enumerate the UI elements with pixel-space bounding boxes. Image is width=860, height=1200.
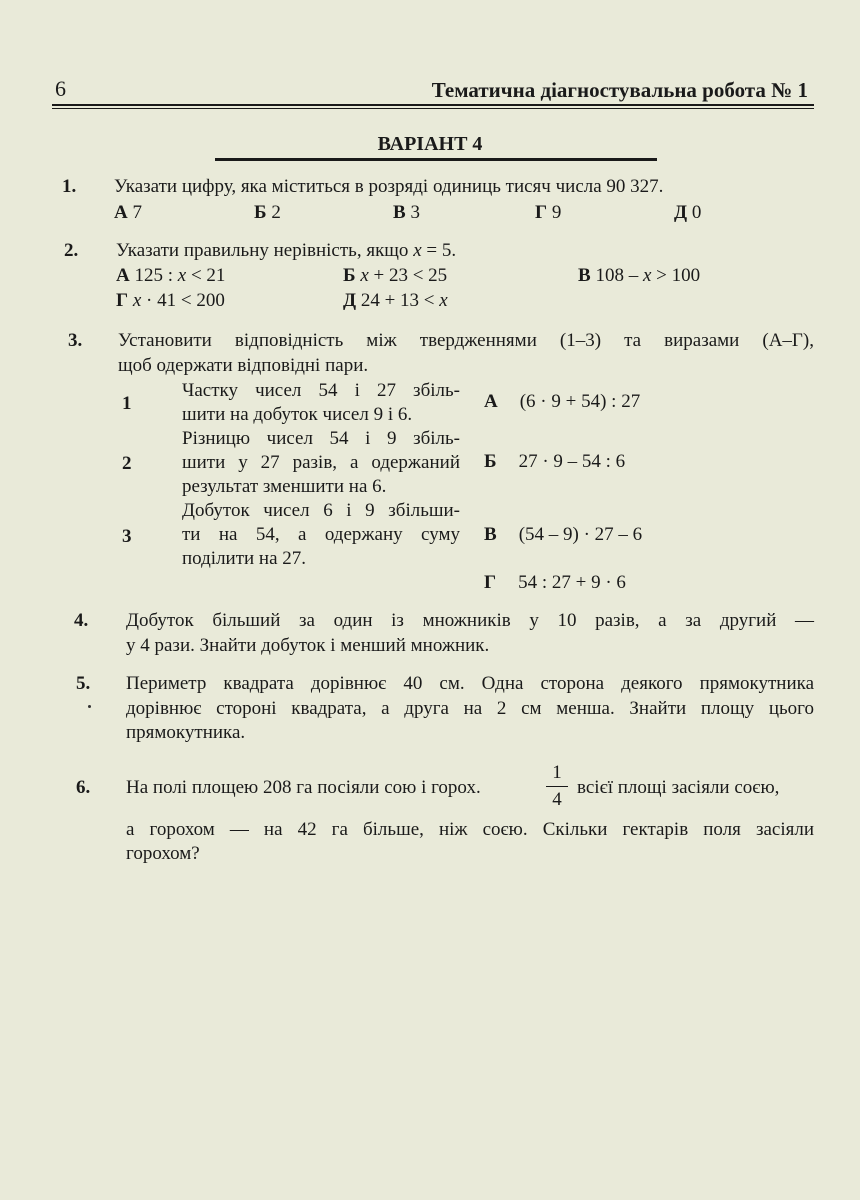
task-4-number: 4.	[74, 610, 89, 631]
task-5-text-line-1: Периметр квадрата дорівнює 40 см. Одна сторона деякого прямокутника	[126, 673, 814, 694]
statement-2-line-3: результат зменшити на 6.	[182, 476, 387, 497]
statement-2-line-1: Різницю чисел 54 і 9 збіль-	[182, 428, 460, 449]
task-1-option-a: А 7	[114, 202, 142, 223]
statement-3-line-3: поділити на 27.	[182, 548, 307, 569]
stray-mark	[88, 705, 91, 708]
header-rule	[52, 104, 814, 106]
task-2-option-d: Г x · 41 < 200	[116, 290, 225, 311]
page-header-title: Тематична діагностувальна робота № 1	[431, 78, 808, 102]
task-5-number: 5.	[76, 673, 91, 694]
statement-1-line-2: шити на добуток чисел 9 і 6.	[182, 404, 413, 425]
fraction-denominator: 4	[552, 789, 562, 810]
statement-1-number: 1	[122, 393, 132, 414]
task-3-number: 3.	[68, 330, 83, 351]
expression-b: Б 27 · 9 – 54 : 6	[484, 451, 626, 472]
task-3-text-line-1: Установити відповідність між твердженнями (1–3) та виразами (А–Г),	[118, 330, 814, 351]
task-4-text-line-1: Добуток більший за один із множників у 10 разів, а за другий —	[126, 610, 814, 631]
statement-1-line-1: Частку чисел 54 і 27 збіль-	[182, 380, 460, 401]
statement-2-number: 2	[122, 453, 132, 474]
task-2-text: Указати правильну нерівність, якщо x = 5.	[116, 240, 457, 261]
task-1-text: Указати цифру, яка міститься в розряді одиниць тисяч числа 90 327.	[114, 176, 664, 197]
task-6-text-line-2: а горохом — на 42 га більше, ніж соєю. Скільки гектарів поля засіяли	[126, 819, 814, 840]
fraction-numerator: 1	[552, 762, 562, 783]
task-1-option-b: Б 2	[254, 202, 281, 223]
fraction-bar	[546, 786, 568, 787]
task-1-option-d: Г 9	[535, 202, 562, 223]
variant-underline	[215, 158, 657, 161]
statement-3-line-2: ти на 54, а одержану суму	[182, 524, 460, 545]
task-1-option-e: Д 0	[674, 202, 702, 223]
statement-3-line-1: Добуток чисел 6 і 9 збільши-	[182, 500, 460, 521]
variant-title: ВАРІАНТ 4	[377, 133, 483, 155]
expression-d: Г 54 : 27 + 9 · 6	[484, 572, 626, 593]
page-number: 6	[55, 76, 66, 101]
task-6-text-part-1: На полі площею 208 га посіяли сою і горох.	[126, 777, 481, 798]
expression-a: А (6 · 9 + 54) : 27	[484, 391, 641, 412]
statement-2-line-2: шити у 27 разів, а одержаний	[182, 452, 460, 473]
task-2-option-c: В 108 – x > 100	[578, 265, 701, 286]
task-6-text-line-3: горохом?	[126, 843, 200, 864]
task-2-number: 2.	[64, 240, 79, 261]
expression-c: В (54 – 9) · 27 – 6	[484, 524, 643, 545]
task-6-text-part-2: всієї площі засіяли соєю,	[577, 777, 780, 798]
task-2-option-b: Б x + 23 < 25	[343, 265, 448, 286]
statement-3-number: 3	[122, 526, 132, 547]
task-2-option-e: Д 24 + 13 < x	[343, 290, 448, 311]
task-2-option-a: А 125 : x < 21	[116, 265, 226, 286]
fraction-one-quarter	[546, 762, 568, 811]
task-5-text-line-3: прямокутника.	[126, 722, 246, 743]
task-6-number: 6.	[76, 777, 91, 798]
task-3-text-line-2: щоб одержати відповідні пари.	[118, 355, 369, 376]
task-4-text-line-2: у 4 рази. Знайти добуток і менший множник.	[126, 635, 490, 656]
task-5-text-line-2: дорівнює стороні квадрата, а друга на 2 см менша. Знайти площу цього	[126, 698, 814, 719]
header-rule-thin	[52, 108, 814, 109]
task-1-number: 1.	[62, 176, 77, 197]
task-1-option-c: В 3	[393, 202, 420, 223]
